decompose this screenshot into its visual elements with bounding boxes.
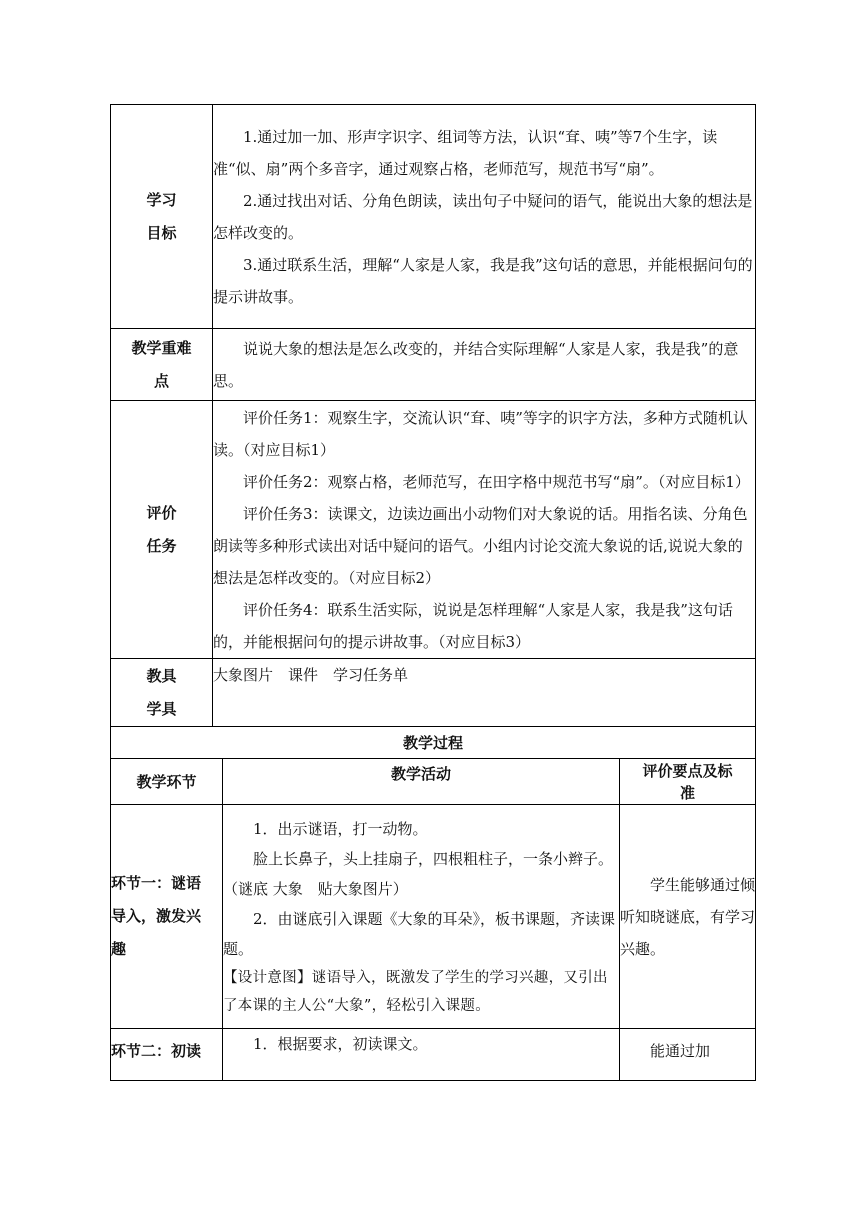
objectives-content bbox=[213, 105, 756, 329]
stage2-activities bbox=[223, 1029, 620, 1081]
tools-label-line1: 教具 bbox=[146, 666, 177, 685]
process-header-row bbox=[111, 759, 756, 805]
tools-text: 大象图片 课件 学习任务单 bbox=[213, 666, 409, 684]
tasks-content bbox=[213, 401, 756, 659]
process-title: 教学过程 bbox=[111, 727, 756, 759]
stage1-row bbox=[111, 805, 756, 1029]
tasks-label-line1: 评价 bbox=[146, 503, 177, 522]
stage1-evaluation-text: 学生能够通过倾听知晓谜底，有学习兴趣。 bbox=[620, 875, 756, 958]
objective-item: 2.通过找出对话、分角色朗读，读出句子中疑问的语气，能说出大象的想法是怎样改变的。 bbox=[213, 191, 753, 242]
task-item: 评价任务3：读课文，边读边画出小动物们对大象说的话。用指名读、分角色朗读等多种形式读出对话中疑问的语气。小组内讨论交流大象说的话,说说大象的想法是怎样改变的。（对应目标2） bbox=[213, 504, 748, 587]
stage2-evaluation bbox=[620, 1029, 756, 1081]
evaluation-header-line2: 准 bbox=[679, 783, 695, 802]
stage1-activity: 2．由谜底引入课题《大象的耳朵》，板书课题，齐读课题。 bbox=[223, 909, 616, 958]
objective-item: 3.通过联系生活，理解“人家是人家，我是我”这句话的意思，并能根据问句的提示讲故事。 bbox=[213, 255, 753, 306]
tools-label bbox=[111, 659, 213, 727]
stage2-activity: 1．根据要求，初读课文。 bbox=[253, 1035, 428, 1053]
key-points-row bbox=[111, 329, 756, 401]
key-points-text: 说说大象的想法是怎么改变的，并结合实际理解“人家是人家，我是我”的意思。 bbox=[213, 339, 739, 390]
objectives-row bbox=[111, 105, 756, 329]
stage1-name-line2: 导入，激发兴 bbox=[111, 907, 202, 925]
lesson-plan-table bbox=[110, 104, 756, 1081]
objective-item: 1.通过加一加、形声字识字、组词等方法，认识“耷、咦”等7个生字，读准“似、扇”两个多音字，通过观察占格，老师范写，规范书写“扇”。 bbox=[213, 127, 718, 178]
process-title-row bbox=[111, 727, 756, 759]
task-item: 评价任务1：观察生字，交流认识“耷、咦”等字的识字方法，多种方式随机认读。（对应目标1） bbox=[213, 408, 748, 459]
stage1-activity: 脸上长鼻子，头上挂扇子，四根粗柱子，一条小辫子。（谜底 大象 贴大象图片） bbox=[223, 849, 614, 898]
stage1-name-line3: 趣 bbox=[111, 940, 127, 958]
stage1-name-line1: 环节一：谜语 bbox=[111, 874, 202, 892]
evaluation-header-line1: 评价要点及标 bbox=[642, 761, 733, 780]
stage1-activity: 1．出示谜语，打一动物。 bbox=[253, 819, 428, 838]
stage-column-header: 教学环节 bbox=[111, 759, 223, 805]
key-points-label bbox=[111, 329, 213, 401]
task-item: 评价任务4：联系生活实际，说说是怎样理解“人家是人家，我是我”这句话的，并能根据问句的提示讲故事。（对应目标3） bbox=[213, 600, 733, 651]
key-points-label-line2: 点 bbox=[153, 371, 169, 390]
task-item: 评价任务2：观察占格，老师范写，在田字格中规范书写“扇”。（对应目标1） bbox=[243, 472, 750, 491]
tasks-label-line2: 任务 bbox=[146, 536, 177, 555]
key-points-content bbox=[213, 329, 756, 401]
tools-row bbox=[111, 659, 756, 727]
objectives-label-line1: 学习 bbox=[146, 190, 177, 209]
tasks-row bbox=[111, 401, 756, 659]
stage2-evaluation-text: 能通过加 bbox=[650, 1042, 711, 1060]
stage1-name bbox=[111, 805, 223, 1029]
tools-content bbox=[213, 659, 756, 727]
evaluation-column-header bbox=[620, 759, 756, 805]
key-points-label-line1: 教学重难 bbox=[131, 338, 192, 357]
objectives-label-line2: 目标 bbox=[146, 223, 177, 242]
stage2-name: 环节二：初读 bbox=[111, 1029, 223, 1081]
activity-column-header: 教学活动 bbox=[223, 759, 620, 805]
objectives-label bbox=[111, 105, 213, 329]
stage1-activities bbox=[223, 805, 620, 1029]
tools-label-line2: 学具 bbox=[146, 699, 177, 718]
stage1-design-note: 【设计意图】谜语导入，既激发了学生的学习兴趣，又引出了本课的主人公“大象”，轻松引入课题。 bbox=[223, 969, 608, 1014]
stage1-evaluation bbox=[620, 805, 756, 1029]
tasks-label bbox=[111, 401, 213, 659]
stage2-row bbox=[111, 1029, 756, 1081]
